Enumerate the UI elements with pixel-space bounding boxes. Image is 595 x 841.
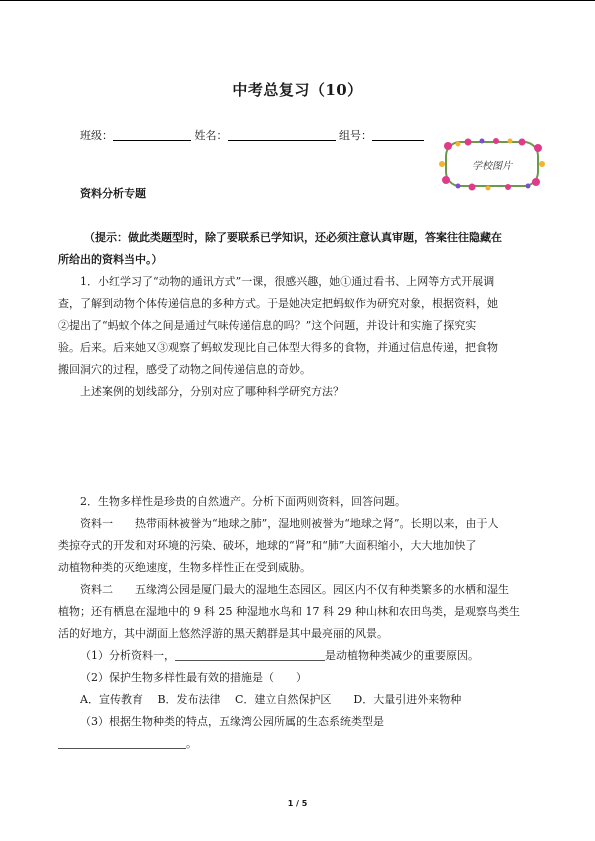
material2-line-2: 植物；还有栖息在湿地中的 9 科 25 种湿地水鸟和 17 科 29 种山林和农田鸟类，是观察鸟类生 bbox=[58, 605, 520, 618]
q1-line-5: 搬回洞穴的过程，感受了动物之间传递信息的奇妙。 bbox=[58, 363, 311, 376]
answer-blank-3[interactable] bbox=[58, 736, 186, 749]
class-label: 班级： bbox=[80, 129, 113, 142]
tip-line-2: 所给出的资料当中。） bbox=[58, 253, 163, 266]
page-number: 1 / 5 bbox=[287, 799, 308, 808]
sub-question-1-prefix: （1）分析资料一， bbox=[80, 649, 175, 662]
q1-line-1: 1．小红学习了“动物的通讯方式”一课，很感兴趣，她①通过看书、上网等方式开展调 bbox=[80, 275, 495, 288]
tip-line-1: （提示：做此类题型时，除了要联系已学知识，还必须注意认真审题，答案往往隐藏在 bbox=[84, 231, 502, 244]
sub-question-1-suffix: 是动植物种类减少的重要原因。 bbox=[325, 649, 479, 662]
material1-line-3: 动植物种类的灭绝速度，生物多样性正在受到威胁。 bbox=[58, 561, 311, 574]
material1-line-2: 类掠夺式的开发和对环境的污染、破坏，地球的“肾”和“肺”大面积缩小，大大地加快了 bbox=[58, 539, 477, 552]
student-info-line bbox=[80, 127, 424, 143]
group-blank[interactable] bbox=[372, 128, 424, 141]
q1-line-3: ②提出了“蚂蚁个体之间是通过气味传递信息的吗？”这个问题，并设计和实施了探究实 bbox=[58, 319, 477, 332]
sub-question-3: （3）根据生物种类的特点，五缘湾公园所属的生态系统类型是 bbox=[80, 715, 384, 728]
name-blank[interactable] bbox=[228, 128, 336, 141]
group-label: 组号： bbox=[339, 129, 372, 142]
top-border bbox=[0, 0, 595, 1]
name-label: 姓名： bbox=[194, 129, 228, 142]
sub-question-2-options: A．宣传教育 B．发布法律 C．建立自然保护区 D．大量引进外来物种 bbox=[80, 693, 462, 706]
material2-line-1: 资料二 五缘湾公园是厦门最大的湿地生态园区。园区内不仅有种类繁多的水栖和湿生 bbox=[80, 583, 509, 596]
sub-question-2: （2）保护生物多样性最有效的措施是（ ） bbox=[80, 671, 307, 684]
q2-intro: 2．生物多样性是珍贵的自然遗产。分析下面两则资料，回答问题。 bbox=[80, 495, 406, 508]
material1-line-1: 资料一 热带雨林被誉为“地球之肺”，湿地则被誉为“地球之肾”。长期以来，由于人 bbox=[80, 517, 499, 530]
q1-question: 上述案例的划线部分，分别对应了哪种科学研究方法？ bbox=[80, 385, 344, 398]
page-title: 中考总复习（10） bbox=[232, 81, 363, 99]
school-logo-flower-frame bbox=[438, 136, 546, 192]
q1-line-2: 查，了解到动物个体传递信息的多种方式。于是她决定把蚂蚁作为研究对象，根据资料，她 bbox=[58, 297, 498, 310]
sub-question-3-end: 。 bbox=[186, 737, 197, 750]
sub-question-3-answer-line bbox=[58, 733, 197, 755]
section-title: 资料分析专题 bbox=[80, 187, 146, 200]
class-blank[interactable] bbox=[113, 128, 191, 141]
material2-line-3: 活的好地方，其中湖面上悠然浮游的黑天鹅群是其中最亮丽的风景。 bbox=[58, 627, 388, 640]
badge-text: 学校图片 bbox=[472, 161, 512, 172]
q1-line-4: 验。后来。后来她又③观察了蚂蚁发现比自己体型大得多的食物，并通过信息传递，把食物 bbox=[58, 341, 498, 354]
answer-blank-1[interactable] bbox=[175, 648, 325, 661]
sub-question-1 bbox=[80, 645, 479, 667]
